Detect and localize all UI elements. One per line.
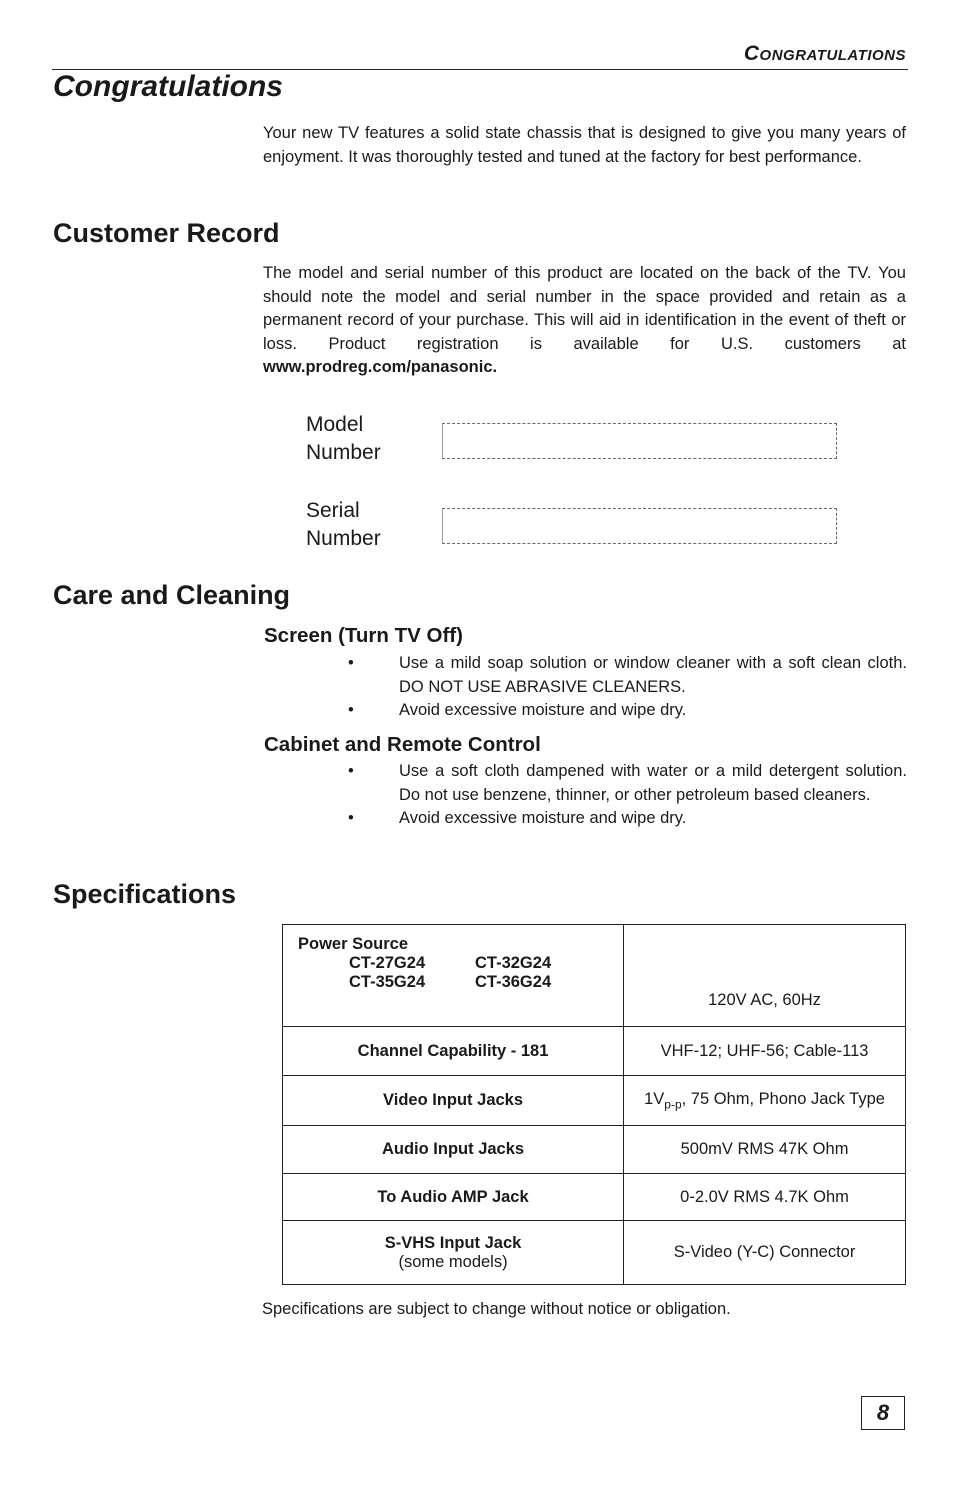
list-item: [345, 699, 907, 723]
cabinet-heading: Cabinet and Remote Control: [264, 733, 541, 756]
bullet-icon: •: [348, 654, 354, 672]
cabinet-care-list: [345, 760, 907, 831]
table-row: [283, 1174, 906, 1221]
spec-value: [624, 1076, 906, 1126]
spec-label: Video Input Jacks: [283, 1076, 624, 1126]
spec-value: 0-2.0V RMS 4.7K Ohm: [624, 1174, 906, 1221]
serial-number-field[interactable]: [442, 508, 837, 544]
model-id: CT-35G24: [349, 973, 426, 991]
model-number-label: [306, 411, 426, 467]
specifications-footnote: Specifications are subject to change without notice or obligation.: [262, 1300, 731, 1318]
list-item-text: Avoid excessive moisture and wipe dry.: [399, 701, 687, 720]
power-source-cell: [283, 925, 624, 1027]
spec-value: 500mV RMS 47K Ohm: [624, 1126, 906, 1174]
customer-record-paragraph: [263, 262, 906, 380]
model-id: CT-32G24: [475, 954, 552, 972]
intro-paragraph: Your new TV features a solid state chassis that is designed to give you many years of enjoyment. It was thoroughly tested and tuned at the factory for best performance.: [263, 124, 906, 166]
power-source-label: Power Source: [298, 935, 409, 953]
list-item-text: Avoid excessive moisture and wipe dry.: [399, 809, 687, 828]
bullet-icon: •: [348, 701, 354, 720]
model-label-line1: Model: [306, 413, 364, 436]
video-value-subscript: p-p: [664, 1097, 682, 1112]
customer-record-text: The model and serial number of this product are located on the back of the TV. You should note the model and serial number in the space provided and retain as a permanent record of your purchase. This will aid in identification in the event of theft or loss. Product registration is available for U.S. customers at: [263, 264, 906, 353]
model-id: CT-27G24: [349, 954, 426, 972]
running-header: Congratulations: [743, 42, 906, 65]
list-item-text: Use a mild soap solution or window cleaner with a soft clean cloth. DO NOT USE ABRASIVE CLEANERS.: [399, 654, 907, 696]
model-label-line2: Number: [306, 441, 381, 464]
model-list: [298, 954, 623, 992]
care-cleaning-heading: Care and Cleaning: [53, 580, 291, 610]
specifications-table: [282, 924, 906, 1285]
bullet-icon: •: [348, 809, 354, 828]
model-id: CT-36G24: [475, 973, 552, 991]
spec-label: Audio Input Jacks: [283, 1126, 624, 1174]
screen-care-list: [345, 652, 907, 723]
page-title: Congratulations: [53, 70, 283, 103]
spec-value: S-Video (Y-C) Connector: [624, 1221, 906, 1285]
spec-label: To Audio AMP Jack: [283, 1174, 624, 1221]
model-number-field[interactable]: [442, 423, 837, 459]
list-item: [345, 652, 907, 699]
serial-label-line1: Serial: [306, 499, 360, 522]
customer-record-heading: Customer Record: [53, 218, 280, 248]
registration-url[interactable]: www.prodreg.com/panasonic.: [263, 358, 498, 377]
table-row: [283, 1076, 906, 1126]
list-item: [345, 760, 907, 807]
table-row: [283, 1221, 906, 1285]
svhs-label: S-VHS Input Jack: [384, 1233, 522, 1252]
table-row: [283, 1126, 906, 1174]
video-value-suffix: , 75 Ohm, Phono Jack Type: [681, 1089, 885, 1108]
spec-label: Channel Capability - 181: [283, 1027, 624, 1076]
serial-number-label: [306, 497, 426, 553]
video-value-prefix: 1V: [644, 1089, 665, 1108]
svhs-note: (some models): [398, 1252, 508, 1271]
spec-value: VHF-12; UHF-56; Cable-113: [624, 1027, 906, 1076]
page-number: 8: [861, 1396, 905, 1430]
table-row: [283, 925, 906, 1027]
screen-heading: Screen (Turn TV Off): [264, 624, 463, 647]
power-source-value: 120V AC, 60Hz: [624, 925, 906, 1027]
bullet-icon: •: [348, 762, 354, 780]
serial-label-line2: Number: [306, 527, 381, 550]
table-row: [283, 1027, 906, 1076]
list-item-text: Use a soft cloth dampened with water or a mild detergent solution. Do not use benzene, thinner, or other petroleum based cleaners.: [399, 762, 907, 804]
list-item: [345, 807, 907, 831]
specifications-heading: Specifications: [53, 879, 237, 909]
spec-label: [283, 1221, 624, 1285]
